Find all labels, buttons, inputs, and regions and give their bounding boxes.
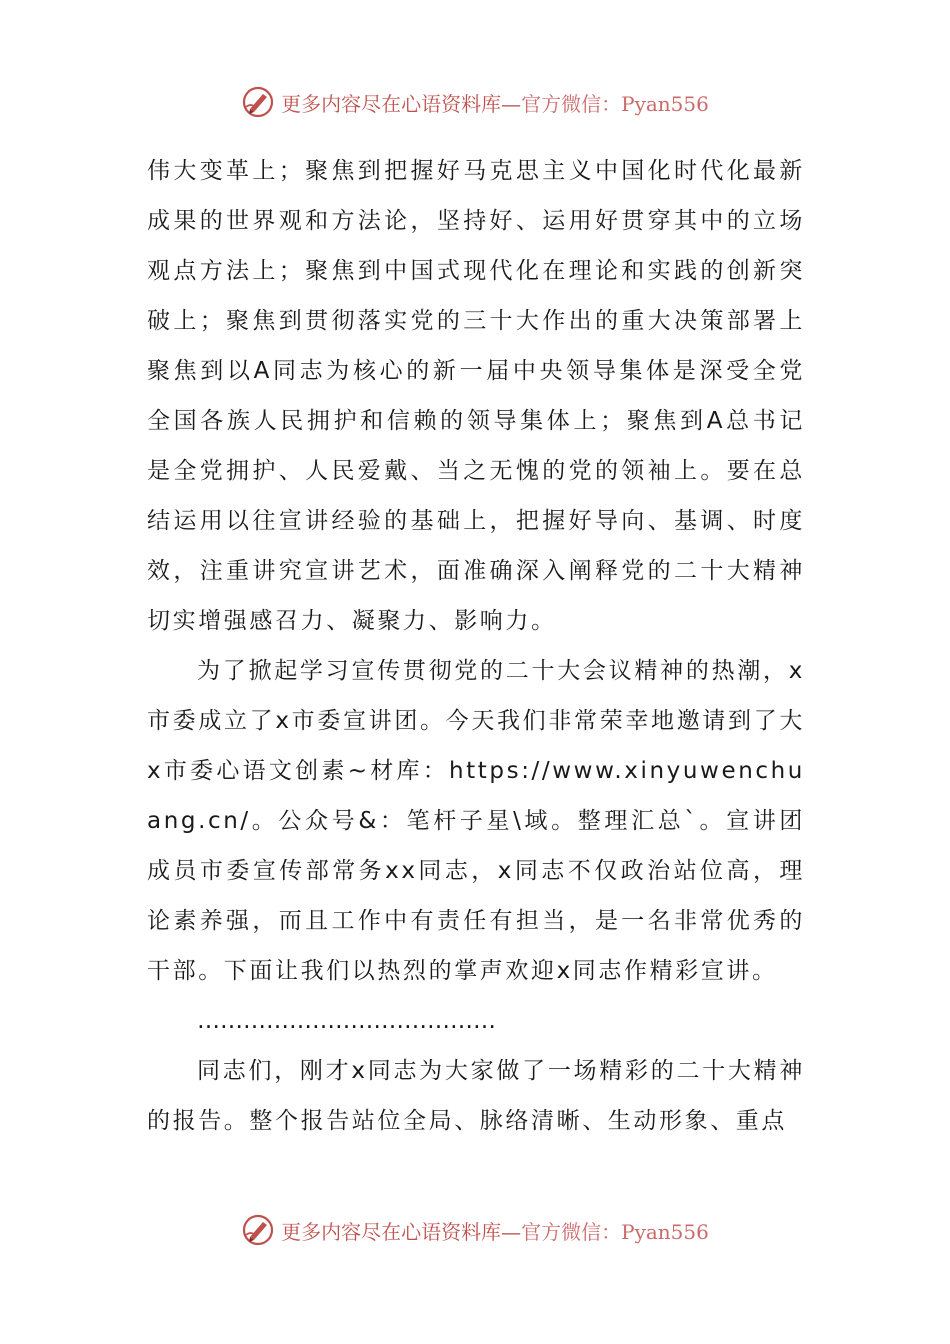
- document-body: [147, 146, 805, 1146]
- paragraph-3: 同志们，刚才x同志为大家做了一场精彩的二十大精神的报告。整个报告站位全局、脉络清晰、生动形象、重点: [147, 1058, 805, 1134]
- header-wechat-text: 官方微信：Pyan556: [521, 91, 709, 116]
- paragraph-1: 伟大变革上；聚焦到把握好马克思主义中国化时代化最新成果的世界观和方法论，坚持好、运用好贯穿其中的立场观点方法上；聚焦到中国式现代化在理论和实践的创新突破上；聚焦到贯彻落实党的三十大作出的重大决策部署上聚焦到以A同志为核心的新一届中央领导集体是深受全党全国各族人民拥护和信赖的领导集体上；聚焦到A总书记是全党拥护、人民爱戴、当之无愧的党的领袖上。要在总结运用以往宣讲经验的基础上，把握好导向、基调、时度效，注重讲究宣讲艺术，面准确深入阐释党的二十大精神切实增强感召力、凝聚力、影响力。: [147, 158, 805, 634]
- pen-logo-icon: [241, 85, 275, 119]
- footer-wechat-text: 官方微信：Pyan556: [521, 1219, 709, 1244]
- pen-logo-icon: [241, 1213, 275, 1247]
- header-main-text: 更多内容尽在心语资料库: [281, 91, 502, 116]
- header-dash: —: [501, 91, 522, 116]
- footer-text: [281, 1216, 709, 1245]
- header-text: [281, 88, 709, 117]
- header-banner: [0, 82, 950, 122]
- footer-banner: [0, 1210, 950, 1250]
- footer-main-text: 更多内容尽在心语资料库: [281, 1219, 502, 1244]
- ellipsis-separator: …………………………………: [197, 1008, 496, 1034]
- paragraph-2: 为了掀起学习宣传贯彻党的二十大会议精神的热潮，x市委成立了x市委宣讲团。今天我们非常荣幸地邀请到了大x市委心语文创素~材库：https://www.xinyuwenchuang.cn/。公众号&：笔杆子星\域。整理汇总`。宣讲团成员市委宣传部常务xx同志，x同志不仅政治站位高，理论素养强，而且工作中有责任有担当，是一名非常优秀的干部。下面让我们以热烈的掌声欢迎x同志作精彩宣讲。: [147, 658, 805, 984]
- footer-dash: —: [501, 1219, 522, 1244]
